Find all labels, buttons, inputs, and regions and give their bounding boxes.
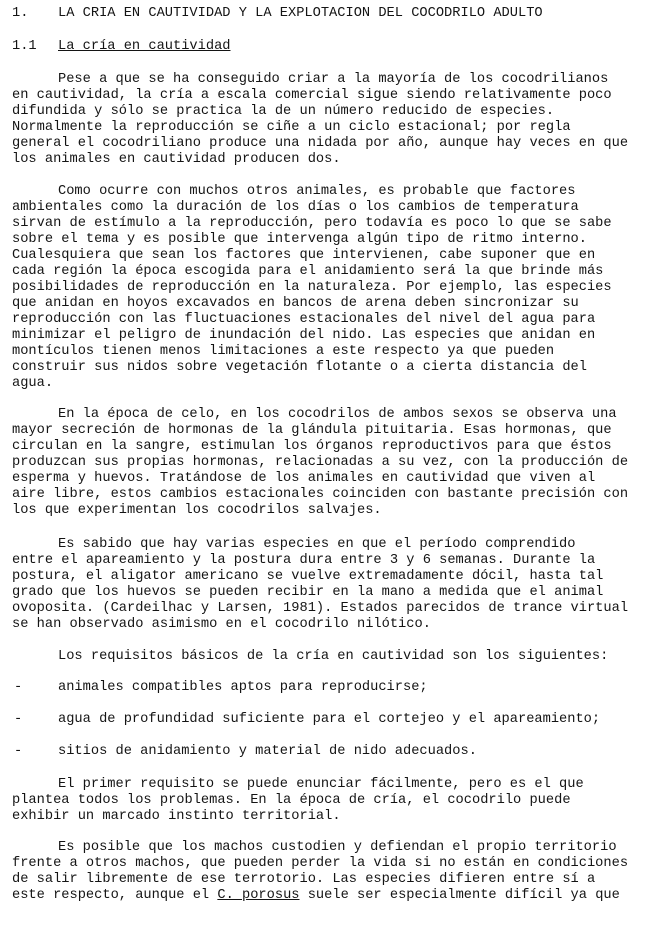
- text-line: grado que los huevos se pueden recibir en la mano a medida que el animal: [12, 585, 604, 600]
- requirement-text: agua de profundidad suficiente para el cortejeo y el apareamiento;: [58, 712, 601, 727]
- text-line: los que experimentan los cocodrilos salvajes.: [12, 503, 382, 518]
- text-line: Es sabido que hay varias especies en que el período comprendido: [58, 537, 576, 552]
- section-title: La cría en cautividad: [58, 39, 231, 54]
- text-line: montículos tienen menos limitaciones a este respecto ya que pueden: [12, 344, 555, 359]
- paragraph-4: [12, 537, 650, 633]
- chapter-title: LA CRIA EN CAUTIVIDAD Y LA EXPLOTACION DEL COCODRILO ADULTO: [58, 6, 543, 21]
- text-line: difundida y sólo se practica la de un número reducido de especies.: [12, 104, 555, 119]
- paragraph-6-lines: [12, 840, 650, 888]
- paragraph-5: [12, 777, 650, 825]
- text-line: aire libre, estos cambios estacionales coinciden con bastante precisión con: [12, 487, 629, 502]
- text-line: En la época de celo, en los cocodrilos de ambos sexos se observa una: [58, 407, 617, 422]
- paragraph-3: [12, 407, 650, 519]
- text-line: en cautividad, la cría a escala comercial sigue siendo relativamente poco: [12, 88, 612, 103]
- requirement-item: [12, 744, 650, 760]
- text-line: cada región la época escogida para el anidamiento será la que brinde más: [12, 264, 604, 279]
- text-line: exhibir un marcado instinto territorial.: [12, 809, 341, 824]
- text-line: mayor secreción de hormonas de la glándula pituitaria. Esas hormonas, que: [12, 423, 612, 438]
- text-line: sobre el tema y es posible que intervenga algún tipo de ritmo interno.: [12, 232, 587, 247]
- text-line: Como ocurre con muchos otros animales, es probable que factores: [58, 184, 576, 199]
- text-line: que anidan en hoyos excavados en bancos de arena deben sincronizar su: [12, 296, 579, 311]
- text-line: de salir libremente de ese terrotorio. Las especies difieren entre sí a: [12, 872, 596, 887]
- text-line: circulan en la sangre, estimulan los órganos reproductivos para que éstos: [12, 439, 612, 454]
- text-line: Es posible que los machos custodien y defiendan el propio territorio: [58, 840, 617, 855]
- text-line: se han observado asimismo en el cocodrilo nilótico.: [12, 617, 431, 632]
- text-line: frente a otros machos, que pueden perder la vida si no están en condiciones: [12, 856, 629, 871]
- species-name: C. porosus: [217, 888, 300, 903]
- text-line: construir sus nidos sobre vegetación flotante o a cierta distancia del: [12, 360, 587, 375]
- bullet-dash: -: [14, 744, 23, 759]
- requirement-item: [12, 712, 650, 728]
- bullet-dash: -: [14, 712, 23, 727]
- requirement-text: sitios de anidamiento y material de nido adecuados.: [58, 744, 477, 759]
- text-line: los animales en cautividad producen dos.: [12, 152, 341, 167]
- requirements-intro: [12, 649, 650, 665]
- text-segment: suele ser especialmente difícil ya que: [299, 888, 620, 903]
- text-line: ambientales como la duración de los días o los cambios de temperatura: [12, 200, 579, 215]
- text-line: Cualesquiera que sean los factores que intervienen, cabe suponer que en: [12, 248, 596, 263]
- text-line: esperma y huevos. Tratándose de los animales en cautividad que viven al: [12, 471, 596, 486]
- text-line: Pese a que se ha conseguido criar a la mayoría de los cocodrilianos: [58, 72, 609, 87]
- text-line: El primer requisito se puede enunciar fácilmente, pero es el que: [58, 777, 584, 792]
- bullet-dash: -: [14, 680, 23, 695]
- text-line: posibilidades de reproducción en la naturaleza. Por ejemplo, las especies: [12, 280, 612, 295]
- text-line: Normalmente la reproducción se ciñe a un ciclo estacional; por regla: [12, 120, 571, 135]
- chapter-number: 1.: [12, 6, 29, 21]
- text-line: general el cocodriliano produce una nidada por año, aunque hay veces en que: [12, 136, 629, 151]
- text-line: produzcan sus propias hormonas, relacionadas a su vez, con la producción de: [12, 455, 629, 470]
- requirement-text: animales compatibles aptos para reproducirse;: [58, 680, 428, 695]
- section-heading: [12, 39, 650, 55]
- paragraph-1: [12, 72, 650, 168]
- text-line: ovoposita. (Cardeilhac y Larsen, 1981). Estados parecidos de trance virtual: [12, 601, 629, 616]
- text-line: reproducción con las fluctuaciones estacionales del nivel del agua para: [12, 312, 596, 327]
- text-line: Los requisitos básicos de la cría en cautividad son los siguientes:: [58, 649, 609, 664]
- text-line: sirvan de estímulo a la reproducción, pero todavía es poco lo que se sabe: [12, 216, 612, 231]
- chapter-heading: [12, 6, 650, 22]
- text-line: plantea todos los problemas. En la época de cría, el cocodrilo puede: [12, 793, 571, 808]
- requirement-item: [12, 680, 650, 696]
- text-segment: este respecto, aunque el: [12, 888, 218, 903]
- section-number: 1.1: [12, 39, 37, 54]
- paragraph-2: [12, 184, 650, 392]
- text-line: agua.: [12, 376, 54, 391]
- paragraph-6: [12, 840, 650, 904]
- text-line: [12, 888, 650, 904]
- text-line: entre el apareamiento y la postura dura entre 3 y 6 semanas. Durante la: [12, 553, 596, 568]
- text-line: postura, el aligator americano se vuelve extremadamente dócil, hasta tal: [12, 569, 604, 584]
- text-line: minimizar el peligro de inundación del nido. Las especies que anidan en: [12, 328, 596, 343]
